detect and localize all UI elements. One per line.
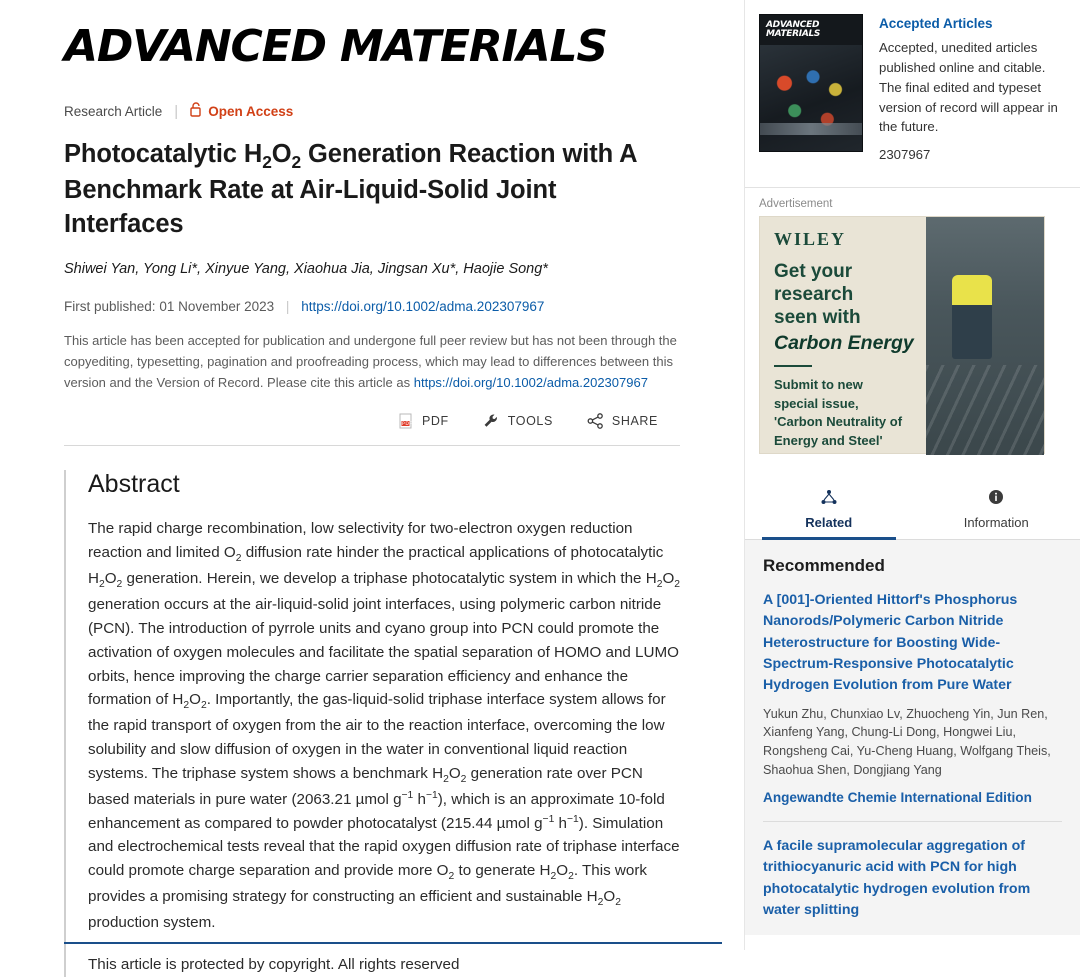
accepted-article-note bbox=[64, 330, 680, 393]
lock-open-icon bbox=[190, 102, 202, 120]
article-type-label: Research Article bbox=[64, 104, 162, 119]
author-list[interactable]: Shiwei Yan, Yong Li*, Xinyue Yang, Xiaohua Jia, Jingsan Xu*, Haojie Song* bbox=[64, 259, 680, 281]
cover-title: ADVANCED MATERIALS bbox=[766, 21, 862, 40]
ad-subtext bbox=[774, 376, 935, 450]
sidebar-tabs bbox=[745, 476, 1080, 540]
ad-sub-line-2: special issue, bbox=[774, 396, 859, 411]
title-segment-1: Photocatalytic H bbox=[64, 140, 262, 168]
abstract-heading: Abstract bbox=[88, 470, 680, 499]
list-item[interactable] bbox=[763, 836, 1062, 943]
info-circle-icon bbox=[913, 488, 1080, 509]
advertisement-label: Advertisement bbox=[745, 188, 1080, 216]
recommended-authors: Yukun Zhu, Chunxiao Lv, Zhuocheng Yin, Jun Ren, Xianfeng Yang, Chung-Li Dong, Hongwei Liu, Rongsheng Cai, Yu-Cheng Huang, Wolfgang Theis, Shaohua Shen, Dongjiang Yang bbox=[763, 705, 1062, 781]
tools-wrench-icon bbox=[483, 413, 500, 429]
first-published-date: 01 November 2023 bbox=[159, 299, 274, 314]
accepted-note-text: This article has been accepted for publication and undergone full peer review but has not been through the copyediting, typesetting, pagination and proofreading process, which may lead to differences between this version and the Version of Record. Please cite this article as bbox=[64, 333, 677, 390]
title-segment-2: O bbox=[272, 140, 292, 168]
ad-photo-texture bbox=[926, 365, 1044, 455]
accepted-articles-body: Accepted, unedited articles published online and citable. The final edited and typeset version of record will appear in the future. bbox=[879, 40, 1058, 134]
accepted-articles-heading[interactable]: Accepted Articles bbox=[879, 14, 1062, 34]
ad-photo-worker bbox=[952, 275, 992, 359]
section-divider bbox=[64, 445, 680, 446]
recommended-panel bbox=[745, 540, 1080, 935]
share-icon bbox=[587, 413, 604, 429]
journal-cover-image[interactable] bbox=[759, 14, 863, 152]
recommended-journal[interactable]: Angewandte Chemie International Edition bbox=[763, 790, 1062, 805]
recommended-title[interactable]: A [001]-Oriented Hittorf's Phosphorus Nanorods/Polymeric Carbon Nitride Heterostructure for Boosting Wide-Spectrum-Responsive Photocatalytic Hydrogen Evolution from Pure Water bbox=[763, 590, 1062, 696]
open-access-badge[interactable] bbox=[190, 102, 293, 120]
ad-headline-italic: Carbon Energy bbox=[774, 332, 935, 356]
share-button[interactable] bbox=[587, 413, 658, 429]
ad-headline-line-3: seen with bbox=[774, 307, 861, 328]
svg-text:PDF: PDF bbox=[402, 422, 413, 428]
article-meta-row bbox=[64, 102, 744, 120]
list-item[interactable] bbox=[763, 590, 1062, 819]
ad-sub-line-4: Energy and Steel' bbox=[774, 433, 883, 448]
pdf-button[interactable] bbox=[399, 413, 449, 429]
accepted-articles-text bbox=[879, 14, 1062, 165]
tab-related[interactable] bbox=[745, 476, 913, 539]
pdf-label: PDF bbox=[422, 414, 449, 428]
first-published-label: First published: bbox=[64, 299, 156, 314]
sidebar-rail bbox=[744, 0, 1080, 950]
ad-photo bbox=[926, 217, 1044, 455]
journal-logo[interactable] bbox=[64, 24, 744, 70]
publication-line bbox=[64, 299, 680, 314]
ad-sub-line-1: Submit to new bbox=[774, 377, 863, 392]
ad-headline-line-1: Get your bbox=[774, 261, 852, 282]
doi-link[interactable]: https://doi.org/10.1002/adma.202307967 bbox=[301, 299, 544, 314]
ad-headline bbox=[774, 260, 935, 355]
accepted-articles-block bbox=[745, 0, 1080, 181]
ad-sub-line-3: 'Carbon Neutrality of bbox=[774, 414, 902, 429]
title-segment-3: Generation Reaction with A Benchmark Rate at Air-Liquid-Solid Joint Interfaces bbox=[64, 140, 637, 238]
ad-text-block bbox=[760, 217, 935, 450]
pdf-icon bbox=[399, 413, 414, 429]
tab-information-label: Information bbox=[964, 515, 1029, 530]
tools-label: TOOLS bbox=[508, 414, 553, 428]
recommended-title[interactable]: A facile supramolecular aggregation of trithiocyanuric acid with PCN for high photocatalytic hydrogen evolution from water splitting bbox=[763, 836, 1062, 921]
recommended-divider bbox=[763, 821, 1062, 822]
tab-information[interactable] bbox=[913, 476, 1080, 539]
meta-separator: | bbox=[174, 103, 178, 120]
open-access-label: Open Access bbox=[208, 104, 293, 119]
tools-button[interactable] bbox=[483, 413, 553, 429]
abstract-paragraph-1: The rapid charge recombination, low selectivity for two-electron oxygen reduction reaction and limited $O_2$ diffusion rate hinder the practical applications of photocatalytic $H_2O_2$ generation. Herein, we develop a triphase photocatalytic system in which the $H_2O_2$ generation occurs at the air-liquid-solid joint interfaces, using polymeric carbon nitride (PCN). The introduction of pyrrole units and cyano group into PCN could promote the activation of oxygen molecules and facilitate the spatial separation of HOMO and LUMO orbits, hence improving the charge carrier separation efficiency and enhance the formation of $H_2O_2$. Importantly, the gas-liquid-solid triphase interface system allows for the rapid transport of oxygen from the air to the reaction interface, overcoming the low solubility and slow diffusion of oxygen in the water in conventional liquid reaction systems. The triphase system shows a benchmark $H_2O_2$ generation rate over PCN based materials in pure water (2063.21 µmol $g^{-1}$ $h^{-1}$), which is an approximate 10-fold enhancement as compared to powder photocatalyst (215.44 µmol $g^{-1}$ $h^{-1}$). Simulation and electrochemical tests reveal that the rapid oxygen diffusion rate of triphase interface could promote charge separation and provide more $O_2$ to generate $H_2O_2$. This work provides a promising strategy for constructing an efficient and sustainable $H_2O_2$ production system. bbox=[88, 517, 680, 935]
publine-divider: | bbox=[286, 299, 290, 314]
accepted-note-doi-link[interactable]: https://doi.org/10.1002/adma.202307967 bbox=[414, 375, 648, 390]
accepted-article-id: 2307967 bbox=[879, 145, 1062, 165]
page-title bbox=[64, 138, 680, 241]
title-sub-1: 2 bbox=[262, 152, 272, 172]
journal-name-bold: ADVANCED bbox=[64, 21, 326, 72]
article-action-bar bbox=[0, 413, 680, 429]
ad-divider bbox=[774, 365, 812, 367]
ad-headline-line-2: research bbox=[774, 284, 853, 305]
advertisement-banner[interactable] bbox=[759, 216, 1045, 454]
share-label: SHARE bbox=[612, 414, 658, 428]
ad-brand-wiley: WILEY bbox=[774, 229, 935, 250]
recommended-heading: Recommended bbox=[763, 556, 1062, 576]
tab-related-label: Related bbox=[805, 515, 852, 530]
abstract-section bbox=[64, 470, 680, 977]
cover-footer-bar bbox=[760, 123, 862, 135]
bottom-accent-rule bbox=[64, 942, 722, 944]
cover-artwork bbox=[760, 45, 862, 151]
abstract-paragraph-2: This article is protected by copyright. All rights reserved bbox=[88, 953, 680, 977]
related-network-icon bbox=[745, 488, 913, 509]
title-sub-2: 2 bbox=[292, 152, 302, 172]
journal-name-italic: MATERIALS bbox=[340, 21, 607, 72]
